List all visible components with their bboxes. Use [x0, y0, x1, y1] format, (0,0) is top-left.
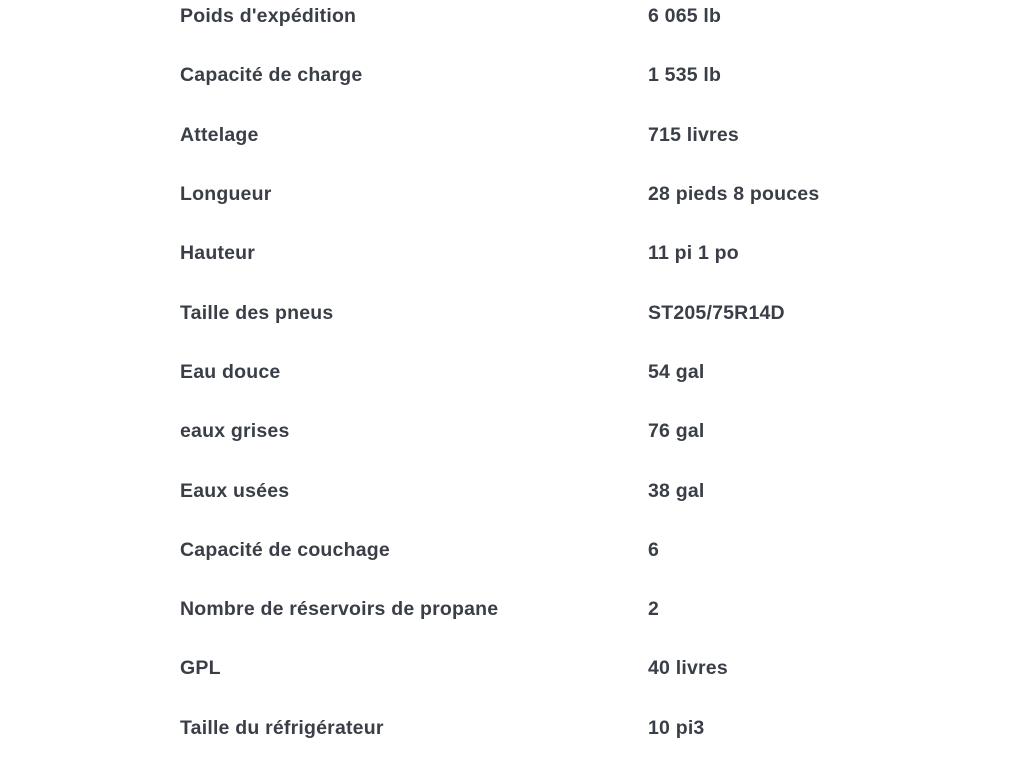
spec-row [0, 0, 1024, 46]
spec-label: GPL [180, 657, 221, 680]
spec-row [0, 283, 1024, 342]
spec-value: 1 535 lb [648, 64, 722, 87]
spec-row [0, 699, 1024, 758]
spec-row [0, 343, 1024, 402]
spec-label: Poids d'expédition [180, 5, 357, 28]
spec-value: ST205/75R14D [648, 301, 785, 324]
spec-row [0, 165, 1024, 224]
spec-row [0, 106, 1024, 165]
spec-value: 715 livres [648, 123, 739, 146]
spec-value: 76 gal [648, 420, 705, 443]
spec-label: Eau douce [180, 360, 281, 383]
spec-row [0, 521, 1024, 580]
spec-value: 6 065 lb [648, 5, 722, 28]
spec-value: 2 [648, 598, 660, 621]
spec-label: Capacité de charge [180, 64, 363, 87]
spec-label: Capacité de couchage [180, 538, 390, 561]
spec-label: Taille du réfrigérateur [180, 716, 384, 739]
spec-value: 28 pieds 8 pouces [648, 183, 820, 206]
spec-row [0, 224, 1024, 283]
spec-row [0, 639, 1024, 698]
spec-label: Taille des pneus [180, 301, 334, 324]
spec-row [0, 580, 1024, 639]
spec-label: Attelage [180, 123, 259, 146]
spec-label: eaux grises [180, 420, 290, 443]
spec-label: Eaux usées [180, 479, 290, 502]
spec-value: 10 pi3 [648, 716, 705, 739]
spec-row [0, 46, 1024, 105]
spec-value: 6 [648, 538, 660, 561]
spec-label: Hauteur [180, 242, 256, 265]
spec-value: 11 pi 1 po [648, 242, 739, 265]
spec-value: 40 livres [648, 657, 728, 680]
spec-label: Nombre de réservoirs de propane [180, 598, 499, 621]
spec-row [0, 461, 1024, 520]
spec-label: Longueur [180, 183, 272, 206]
spec-value: 38 gal [648, 479, 705, 502]
spec-value: 54 gal [648, 360, 705, 383]
spec-row [0, 402, 1024, 461]
